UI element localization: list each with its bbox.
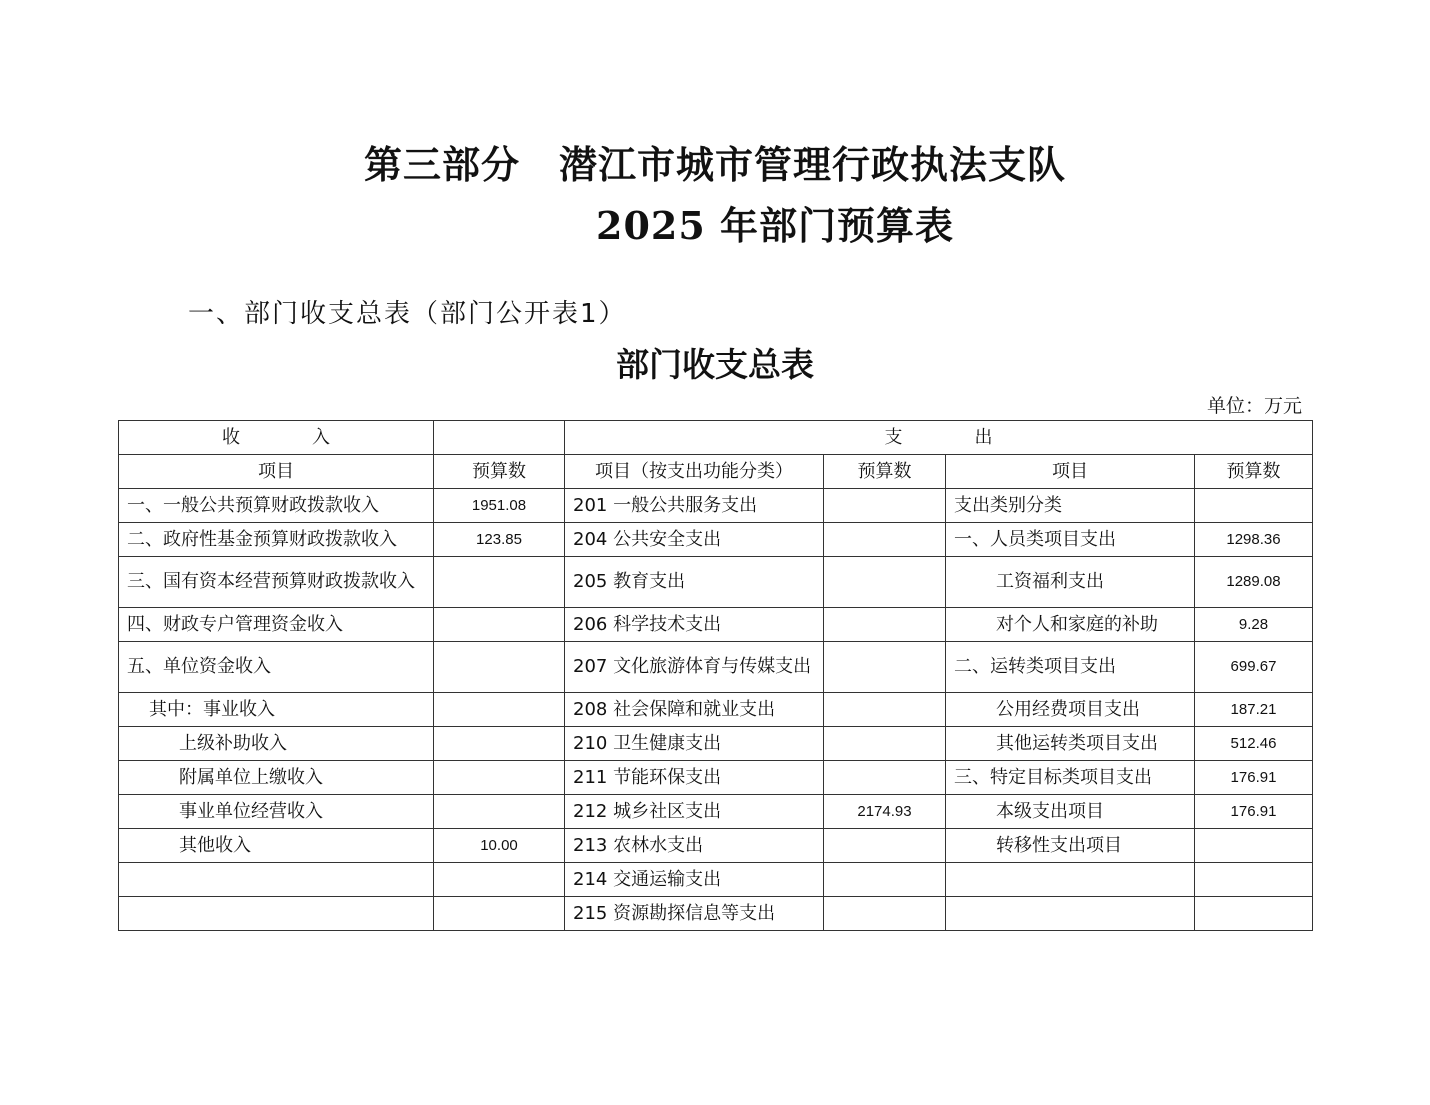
- category-amount: 1298.36: [1195, 523, 1313, 557]
- income-item: 其中：事业收入: [119, 693, 434, 727]
- header-income-amount: 预算数: [434, 455, 565, 489]
- category-amount: 1289.08: [1195, 557, 1313, 608]
- category-item: 一、人员类项目支出: [946, 523, 1195, 557]
- income-item: 事业单位经营收入: [119, 795, 434, 829]
- function-amount: [824, 523, 946, 557]
- category-amount: 9.28: [1195, 608, 1313, 642]
- function-item: 204 公共安全支出: [565, 523, 824, 557]
- category-item: 工资福利支出: [946, 557, 1195, 608]
- function-item: 201 一般公共服务支出: [565, 489, 824, 523]
- group-header-row: [119, 421, 1313, 455]
- column-header-row: [119, 455, 1313, 489]
- section-heading: 一、部门收支总表（部门公开表1）: [188, 299, 627, 329]
- category-item: 支出类别分类: [946, 489, 1195, 523]
- income-item: [119, 897, 434, 931]
- function-amount: [824, 761, 946, 795]
- document-title-line1: 第三部分 潜江市城市管理行政执法支队: [363, 142, 1066, 187]
- function-item: 213 农林水支出: [565, 829, 824, 863]
- header-category-amount: 预算数: [1195, 455, 1313, 489]
- income-amount: [434, 863, 565, 897]
- function-amount: [824, 557, 946, 608]
- category-amount: [1195, 829, 1313, 863]
- expense-group-header: 支 出: [565, 421, 1313, 455]
- category-item: 对个人和家庭的补助: [946, 608, 1195, 642]
- function-amount: [824, 642, 946, 693]
- income-group-header: 收 入: [119, 421, 434, 455]
- category-amount: 699.67: [1195, 642, 1313, 693]
- income-amount: [434, 761, 565, 795]
- function-amount: [824, 727, 946, 761]
- income-item: 一、一般公共预算财政拨款收入: [119, 489, 434, 523]
- income-amount: [434, 727, 565, 761]
- income-item: 五、单位资金收入: [119, 642, 434, 693]
- category-item: [946, 863, 1195, 897]
- function-amount: [824, 693, 946, 727]
- table-row: [119, 489, 1313, 523]
- function-item: 207 文化旅游体育与传媒支出: [565, 642, 824, 693]
- table-row: [119, 863, 1313, 897]
- category-amount: 176.91: [1195, 761, 1313, 795]
- category-amount: [1195, 489, 1313, 523]
- category-item: 公用经费项目支出: [946, 693, 1195, 727]
- function-amount: [824, 489, 946, 523]
- function-amount: 2174.93: [824, 795, 946, 829]
- income-amount: [434, 795, 565, 829]
- function-item: 205 教育支出: [565, 557, 824, 608]
- category-item: [946, 897, 1195, 931]
- table-row: [119, 795, 1313, 829]
- category-item: 其他运转类项目支出: [946, 727, 1195, 761]
- category-amount: 176.91: [1195, 795, 1313, 829]
- category-item: 转移性支出项目: [946, 829, 1195, 863]
- table-title: 部门收支总表: [616, 345, 814, 384]
- income-amount: 1951.08: [434, 489, 565, 523]
- header-category-item: 项目: [946, 455, 1195, 489]
- income-amount: [434, 557, 565, 608]
- function-item: 206 科学技术支出: [565, 608, 824, 642]
- empty-cell: [434, 421, 565, 455]
- income-item: 四、财政专户管理资金收入: [119, 608, 434, 642]
- function-amount: [824, 897, 946, 931]
- category-amount: [1195, 897, 1313, 931]
- income-amount: [434, 897, 565, 931]
- category-amount: 512.46: [1195, 727, 1313, 761]
- table-row: [119, 608, 1313, 642]
- header-function-amount: 预算数: [824, 455, 946, 489]
- income-item: 三、国有资本经营预算财政拨款收入: [119, 557, 434, 608]
- document-title-line2: 2025 年部门预算表: [596, 203, 954, 248]
- table-row: [119, 693, 1313, 727]
- category-item: 三、特定目标类项目支出: [946, 761, 1195, 795]
- table-row: [119, 829, 1313, 863]
- income-amount: [434, 642, 565, 693]
- income-amount: 123.85: [434, 523, 565, 557]
- function-item: 208 社会保障和就业支出: [565, 693, 824, 727]
- table-row: [119, 761, 1313, 795]
- category-item: 二、运转类项目支出: [946, 642, 1195, 693]
- income-item: 其他收入: [119, 829, 434, 863]
- unit-label: 单位：万元: [1206, 395, 1302, 417]
- income-item: 附属单位上缴收入: [119, 761, 434, 795]
- function-item: 215 资源勘探信息等支出: [565, 897, 824, 931]
- table-row: [119, 727, 1313, 761]
- budget-summary-table: [118, 420, 1313, 931]
- function-item: 211 节能环保支出: [565, 761, 824, 795]
- income-amount: [434, 693, 565, 727]
- function-amount: [824, 863, 946, 897]
- income-item: [119, 863, 434, 897]
- header-function-item: 项目（按支出功能分类）: [565, 455, 824, 489]
- table-row: [119, 523, 1313, 557]
- header-income-item: 项目: [119, 455, 434, 489]
- function-item: 210 卫生健康支出: [565, 727, 824, 761]
- table-row: [119, 642, 1313, 693]
- function-item: 212 城乡社区支出: [565, 795, 824, 829]
- function-amount: [824, 608, 946, 642]
- table-row: [119, 557, 1313, 608]
- table-row: [119, 897, 1313, 931]
- income-amount: [434, 608, 565, 642]
- income-item: 二、政府性基金预算财政拨款收入: [119, 523, 434, 557]
- function-item: 214 交通运输支出: [565, 863, 824, 897]
- category-item: 本级支出项目: [946, 795, 1195, 829]
- income-amount: 10.00: [434, 829, 565, 863]
- income-item: 上级补助收入: [119, 727, 434, 761]
- category-amount: 187.21: [1195, 693, 1313, 727]
- function-amount: [824, 829, 946, 863]
- category-amount: [1195, 863, 1313, 897]
